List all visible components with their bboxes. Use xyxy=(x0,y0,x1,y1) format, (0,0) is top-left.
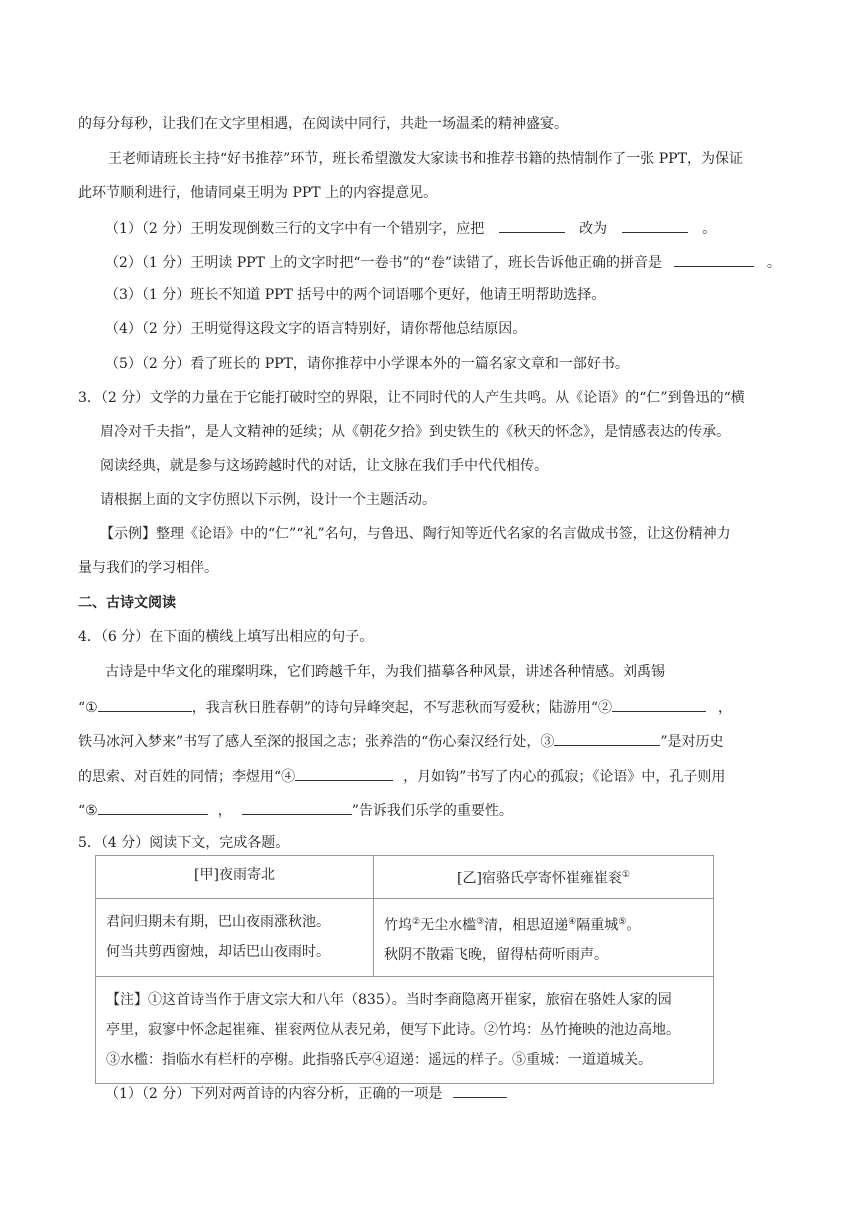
q4-text: “⑤ xyxy=(78,803,98,819)
q4-text: 铁马冰河入梦来”书写了感人至深的报国之志；张养浩的“伤心秦汉经行处，③ xyxy=(78,734,555,750)
poem-text: 隔重城 xyxy=(576,917,619,934)
poem-table xyxy=(95,855,714,1084)
answer-blank[interactable] xyxy=(674,252,754,267)
answer-blank[interactable] xyxy=(499,218,565,233)
q4-text: ”是对历史 xyxy=(660,734,724,750)
q4-paragraph xyxy=(78,697,732,717)
answer-blank[interactable] xyxy=(554,731,660,746)
footnote-marker: ① xyxy=(621,870,630,880)
footnote-marker: ④ xyxy=(568,916,577,927)
answer-blank[interactable] xyxy=(242,800,352,815)
poem-a-title: [甲]夜雨寄北 xyxy=(96,856,374,899)
poem-b-body xyxy=(374,898,714,977)
q4-text: 的思索、对百姓的同情；李煜用“④ xyxy=(78,769,296,785)
answer-blank[interactable] xyxy=(98,697,192,712)
q5-sub1 xyxy=(105,1083,507,1103)
q4-paragraph xyxy=(78,766,725,786)
footnote-marker: ② xyxy=(412,916,421,927)
q2-sub1-text: 。 xyxy=(702,221,717,237)
poem-text: 清，相思迢递 xyxy=(484,917,569,934)
poem-line: 秋阴不散霜飞晚，留得枯荷听雨声。 xyxy=(384,947,608,964)
answer-blank[interactable] xyxy=(612,697,706,712)
answer-blank[interactable] xyxy=(453,1083,507,1098)
q4-title: 4．（6 分）在下面的横线上填写出相应的句子。 xyxy=(78,629,374,645)
poem-text: 无尘水槛 xyxy=(420,917,477,934)
q3-line: 阅读经典，就是参与这场跨越时代的对话，让文脉在我们手中代代相传。 xyxy=(100,458,548,474)
q2-sub2 xyxy=(105,252,781,272)
poem-notes xyxy=(96,977,714,1084)
section-heading: 二、古诗文阅读 xyxy=(78,595,176,611)
q2-sub1-text: （1）（2 分）王明发现倒数三行的文字中有一个错别字，应把 xyxy=(105,221,485,237)
poem-line: 何当共剪西窗烛，却话巴山夜雨时。 xyxy=(106,943,330,960)
q4-paragraph xyxy=(78,800,513,820)
footnote-marker: ⑤ xyxy=(618,916,627,927)
q2-sub2-text: 。 xyxy=(766,255,781,271)
q2-sub4: （4）（2 分）王明觉得这段文字的语言特别好，请你帮他总结原因。 xyxy=(105,321,527,337)
q4-text: ，我言秋日胜春朝”的诗句异峰突起，不写悲秋而写爱秋；陆游用“② xyxy=(191,700,613,716)
poem-b-title xyxy=(374,856,714,899)
q3-line: 请根据上面的文字仿照以下示例，设计一个主题活动。 xyxy=(100,492,436,508)
q5-title: 5．（4 分）阅读下文，完成各题。 xyxy=(78,835,290,851)
q2-sub5: （5）（2 分）看了班长的 PPT，请你推荐中小学课本外的一篇名家文章和一部好书。 xyxy=(105,356,629,372)
q4-text: ”告诉我们乐学的重要性。 xyxy=(351,803,513,819)
q3-line: 眉冷对千夫指”，是人文精神的延续；从《朝花夕拾》到史铁生的《秋天的怀念》，是情感表达的传承。 xyxy=(100,424,731,440)
q2-sub1-text: 改为 xyxy=(579,221,608,237)
footnote-marker: ③ xyxy=(476,916,485,927)
note-line: 【注】①这首诗当作于唐文宗大和八年（835）。当时李商隐离开崔家，旅宿在骆姓人家的园 xyxy=(106,992,672,1009)
q4-paragraph xyxy=(78,731,723,751)
answer-blank[interactable] xyxy=(622,218,688,233)
q4-text: “① xyxy=(78,700,98,716)
q5-sub1-text: （1）（2 分）下列对两首诗的内容分析，正确的一项是 xyxy=(105,1086,443,1102)
q3-example: 量与我们的学习相伴。 xyxy=(78,560,218,576)
poem-a-body xyxy=(96,898,374,977)
q2-sub1 xyxy=(105,218,716,238)
q4-paragraph: 古诗是中华文化的璀璨明珠，它们跨越千年，为我们描摹各种风景，讲述各种情感。刘禹锡 xyxy=(105,664,665,680)
answer-blank[interactable] xyxy=(295,766,393,781)
q3-line: 3．（2 分）文学的力量在于它能打破时空的界限，让不同时代的人产生共鸣。从《论语》的“仁”到鲁迅的“横 xyxy=(78,390,745,406)
q4-text: ， xyxy=(718,700,733,716)
poem-text: 。 xyxy=(626,917,641,934)
poem-b-title-text: [乙]宿骆氏亭寄怀崔雍崔衮 xyxy=(456,870,622,887)
poem-text: 竹坞 xyxy=(384,917,412,934)
note-line: 亭里，寂寥中怀念起崔雍、崔衮两位从表兄弟，便写下此诗。②竹坞：丛竹掩映的池边高地。 xyxy=(106,1022,680,1039)
q2-sub3: （3）（1 分）班长不知道 PPT 括号中的两个词语哪个更好，他请王明帮助选择。 xyxy=(105,287,606,303)
q4-text: ，月如钩”书写了内心的孤寂；《论语》中，孔子则用 xyxy=(403,769,726,785)
note-line: ③水槛：指临水有栏杆的亭榭。此指骆氏亭④迢递：遥远的样子。⑤重城：一道道城关。 xyxy=(106,1052,652,1069)
answer-blank[interactable] xyxy=(98,800,208,815)
poem-line xyxy=(384,907,703,941)
intro-line: 此环节顺利进行，他请同桌王明为 PPT 上的内容提意见。 xyxy=(78,185,438,201)
poem-line: 君问归期未有期，巴山夜雨涨秋池。 xyxy=(106,913,330,930)
q3-example: 【示例】整理《论语》中的“仁”“礼”名句，与鲁迅、陶行知等近代名家的名言做成书签，让这份精神力 xyxy=(100,526,731,542)
q4-text: ， xyxy=(217,803,232,819)
intro-line: 王老师请班长主持“好书推荐”环节，班长希望激发大家读书和推荐书籍的热情制作了一张 PPT，为保证 xyxy=(108,151,743,167)
intro-line: 的每分每秒，让我们在文字里相遇，在阅读中同行，共赴一场温柔的精神盛宴。 xyxy=(78,116,568,132)
q2-sub2-text: （2）（1 分）王明读 PPT 上的文字时把“一卷书”的“卷”读错了，班长告诉他正确的拼音是 xyxy=(105,255,662,271)
